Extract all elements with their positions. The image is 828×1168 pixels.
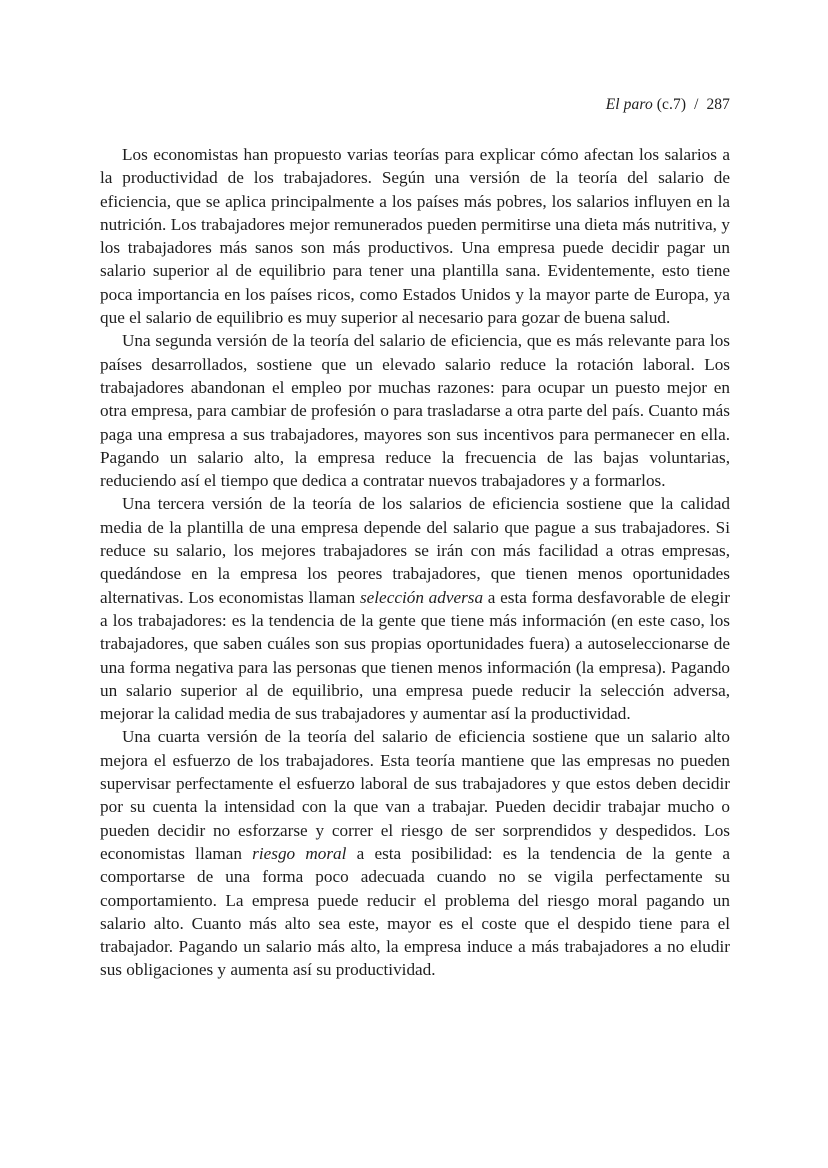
chapter-number: (c.7) xyxy=(656,96,687,113)
term-adverse-selection: selección adversa xyxy=(359,587,484,607)
paragraph-1 xyxy=(100,143,730,329)
paragraph-text-before: Una tercera versión de la teoría de los salarios de eficiencia sostiene que la calidad media de la plantilla de una empresa depende del salario que pague a sus trabajadores. Si reduce su salario, los mejores trabajadores se irán con más facilidad a otras empresas, quedándose en la empresa los peores trabajadores, que tienen menos oportunidades alternativas. Los economistas llaman xyxy=(100,494,730,607)
paragraph-text-before: Una cuarta versión de la teoría del salario de eficiencia sostiene que un salario alto mejora el esfuerzo de los trabajadores. Esta teoría mantiene que las empresas no pueden supervisar perfectamente el esfuerzo laboral de sus trabajadores y que estos deben decidir por su cuenta la intensidad con la que van a trabajar. Pueden decidir trabajar mucho o pueden decidir no esforzarse y correr el riesgo de ser sorprendidos y despedidos. Los economistas llaman xyxy=(100,727,730,863)
body-text xyxy=(100,143,730,982)
chapter-title: El paro xyxy=(605,96,653,113)
paragraph-4 xyxy=(100,725,730,981)
term-moral-hazard: riesgo moral xyxy=(252,843,347,863)
header-separator: / xyxy=(694,96,699,113)
page-number: 287 xyxy=(706,96,730,113)
paragraph-text: Los economistas han propuesto varias teorías para explicar cómo afectan los salarios a la productividad de los trabajadores. Según una versión de la teoría del salario de eficiencia, que se aplica principalmente a los países más pobres, los salarios influyen en la nutrición. Los trabajadores mejor remunerados pueden permitirse una dieta más nutritiva, y los trabajadores más sanos son más productivos. Una empresa puede decidir pagar un salario superior al de equilibrio para tener una plantilla sana. Evidentemente, esto tiene poca importancia en los países ricos, como Estados Unidos y la mayor parte de Europa, ya que el salario de equilibrio es muy superior al necesario para gozar de buena salud. xyxy=(100,145,730,328)
paragraph-3 xyxy=(100,492,730,725)
paragraph-text-after: a esta posibilidad: es la tendencia de la gente a comportarse de una forma poco adecuada cuando no se vigila perfectamente su comportamiento. La empresa puede reducir el problema del riesgo moral pagando un salario alto. Cuanto más alto sea este, mayor es el coste que el despido tiene para el trabajador. Pagando un salario más alto, la empresa induce a más trabajadores a no eludir sus obligaciones y aumenta así su productividad. xyxy=(100,843,730,980)
paragraph-text: Una segunda versión de la teoría del salario de eficiencia, que es más relevante para los países desarrollados, sostiene que un elevado salario reduce la rotación laboral. Los trabajadores abandonan el empleo por muchas razones: para ocupar un puesto mejor en otra empresa, para cambiar de profesión o para trasladarse a otra parte del país. Cuanto más paga una empresa a sus trabajadores, mayores son sus incentivos para permanecer en ella. Pagando un salario alto, la empresa reduce la frecuencia de las bajas voluntarias, reduciendo así el tiempo que dedica a contratar nuevos trabajadores y a formarlos. xyxy=(100,331,730,491)
paragraph-text-after: a esta forma desfavorable de elegir a los trabajadores: es la tendencia de la gente que tiene más información (en este caso, los trabajadores, que saben cuáles son sus propias oportunidades fuera) a autoseleccionarse de una forma negativa para las personas que tienen menos información (la empresa). Pagando un salario superior al de equilibrio, una empresa puede reducir la selección adversa, mejorar la calidad media de sus trabajadores y aumentar así la productividad. xyxy=(100,587,730,724)
paragraph-2 xyxy=(100,329,730,492)
running-header xyxy=(606,96,730,114)
